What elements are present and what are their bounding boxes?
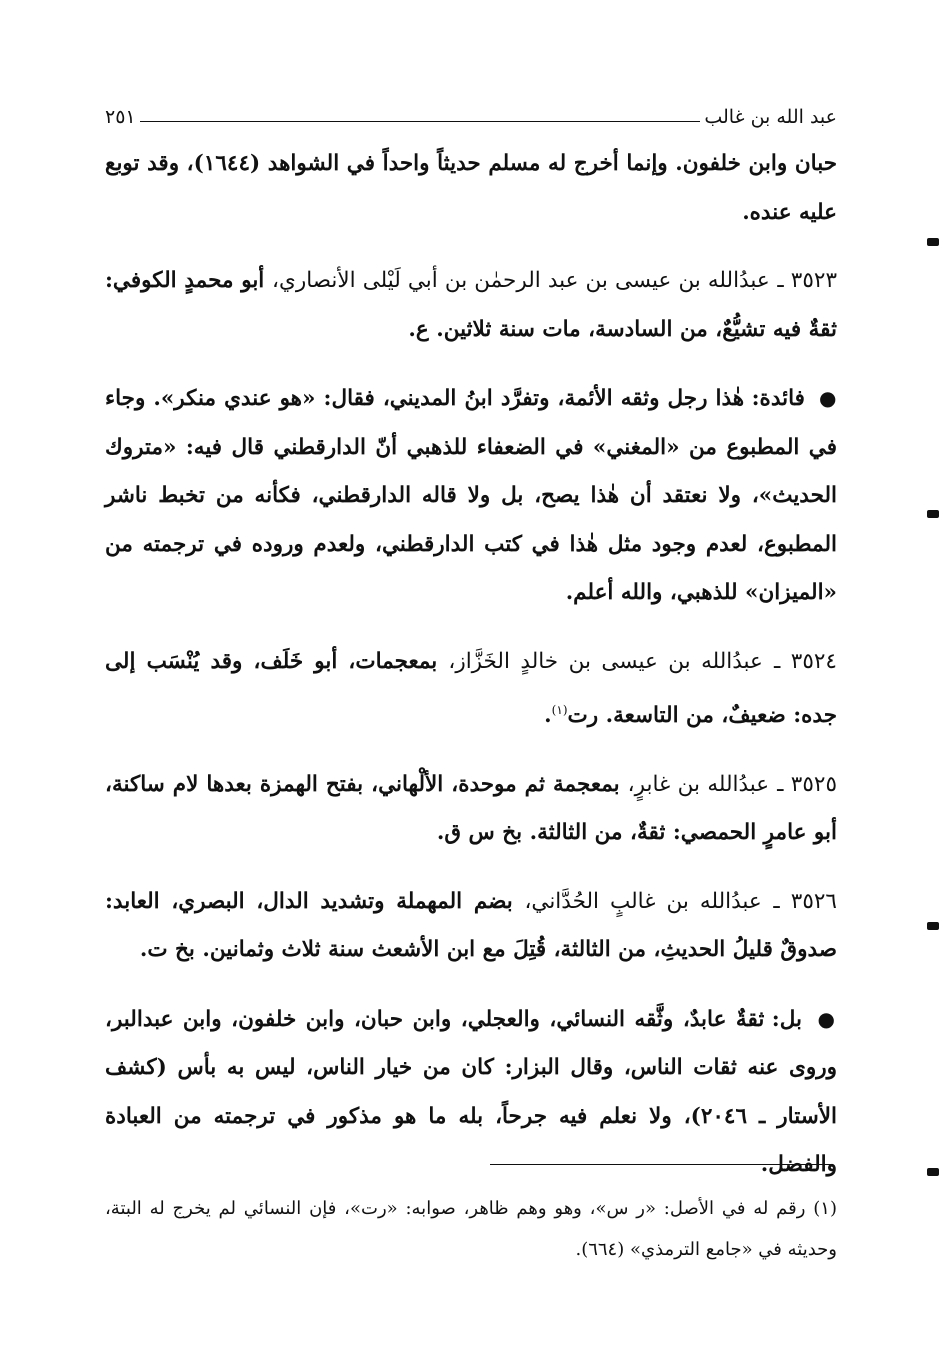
entry-name: عبدُالله بن عيسى بن خالدٍ الخَزَّاز، xyxy=(448,648,763,674)
header-rule xyxy=(140,121,701,122)
note-faida xyxy=(105,374,837,618)
entry-number: ٣٥٢٥ ـ xyxy=(777,771,837,797)
bullet-icon: ● xyxy=(817,1006,837,1031)
entry-name: عبدُالله بن غابرٍ، xyxy=(627,771,770,797)
footnote xyxy=(105,1188,837,1270)
footnote-text: (١) رقم له في الأصل: «ر س»، وهو وهم ظاهر، صوابه: «رت»، فإن النسائي لم يخرج له البتة، وحديثه في «جامع الترمذي» (٦٦٤). xyxy=(105,1198,837,1260)
header-title: عبد الله بن غالب xyxy=(704,106,837,128)
entry-3524 xyxy=(105,638,837,741)
entry-text: بمعجمات، أبو خَلَف، وقد يُنْسَب إلى جده: ضعيفٌ، من التاسعة. رت xyxy=(105,648,837,729)
footnote-separator xyxy=(490,1164,832,1165)
note-text: بل: ثقةٌ عابدٌ، وثَّقه النسائي، والعجلي، وابن حبان، وابن خلفون، وابن عبدالبر، وروى عنه ثقات الناس، وقال البزار: كان من خيار الناس، ليس به بأس (كشف الأستار ـ ٢٠٤٦)، ولا نعلم فيه جرحاً، بله ما هو مذكور في ترجمته من العبادة والفضل. xyxy=(105,1006,837,1178)
main-text xyxy=(105,140,837,1210)
entry-end: . xyxy=(544,703,552,729)
footnote-marker[interactable]: (١) xyxy=(551,703,568,717)
note-correction xyxy=(105,995,837,1190)
entry-text: أبو محمدٍ الكوفي: ثقةٌ فيه تشيُّعٌ، من السادسة، مات سنة ثلاثين. ع. xyxy=(105,268,837,342)
note-text: فائدة: هٰذا رجل وثقه الأئمة، وتفرَّد ابنُ المديني، فقال: «هو عندي منكر». وجاء في المطبوع من «المغني» في الضعفاء للذهبي أنّ الدارقطني قال فيه: «متروك الحديث»، ولا نعتقد أن هٰذا يصح، بل ولا قاله الدارقطني، فكأنه من تخبط ناشر المطبوع، لعدم وجود مثل هٰذا في كتب الدارقطني، ولعدم وروده في ترجمته من «الميزان» للذهبي، والله أعلم. xyxy=(105,386,837,605)
entry-3526 xyxy=(105,878,837,975)
bullet-icon: ● xyxy=(818,386,838,410)
entry-3523 xyxy=(105,257,837,354)
margin-tab-mark xyxy=(927,238,939,246)
entry-number: ٣٥٢٦ ـ xyxy=(773,888,837,914)
margin-tab-mark xyxy=(927,922,939,930)
page-number: ٢٥١ xyxy=(105,106,136,128)
entry-number: ٣٥٢٣ ـ xyxy=(777,268,837,293)
entry-name: عبدُالله بن عيسى بن عبد الرحمٰن بن أبي لَيْلى الأنصاري، xyxy=(272,268,770,293)
margin-tab-mark xyxy=(927,510,939,518)
entry-3525 xyxy=(105,761,837,858)
entry-name: عبدُالله بن غالبٍ الحُدَّاني، xyxy=(524,888,762,914)
paragraph-text: حبان وابن خلفون. وإنما أخرج له مسلم حديثاً واحداً في الشواهد (١٦٤٤)، وقد توبع عليه عنده. xyxy=(105,151,837,225)
paragraph-continuation xyxy=(105,140,837,237)
entry-text: بضم المهملة وتشديد الدال، البصري، العابد: صدوقٌ قليلُ الحديثِ، من الثالثة، قُتِلَ مع ابن الأشعث سنة ثلاث وثمانين. بخ ت. xyxy=(105,888,837,963)
margin-tab-mark xyxy=(927,1168,939,1176)
running-header xyxy=(105,98,837,128)
entry-text: بمعجمة ثم موحدة، الألْهاني، بفتح الهمزة بعدها لام ساكنة، أبو عامرٍ الحمصي: ثقةٌ، من الثالثة. بخ س ق. xyxy=(105,771,837,846)
entry-number: ٣٥٢٤ ـ xyxy=(774,648,837,674)
